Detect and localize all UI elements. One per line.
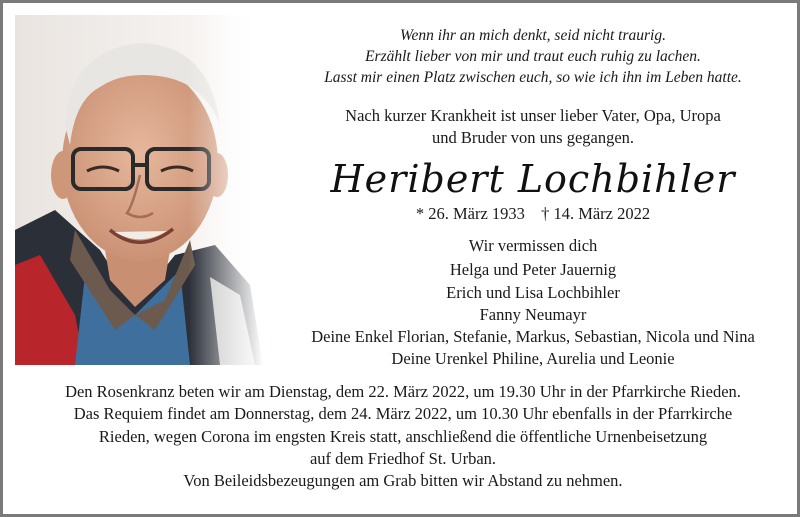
portrait-photo [15,15,263,365]
mourner-line: Fanny Neumayr [479,304,587,324]
mourner-line: Deine Urenkel Philine, Aurelia und Leonie [391,349,675,369]
service-line: auf dem Friedhof St. Urban. [309,448,497,468]
service-line: Von Beileidsbezeugungen am Grab bitten wir Abstand zu nehmen. [183,471,623,491]
death-date: † 14. März 2022 [541,204,651,223]
mourner-line: Deine Enkel Florian, Stefanie, Markus, Sebastian, Nicola und Nina [311,327,755,347]
service-line: Rieden, wegen Corona im engsten Kreis statt, anschließend die öffentliche Urnenbeisetzung [98,426,708,446]
announcement-line: Nach kurzer Krankheit ist unser lieber Vater, Opa, Uropa [345,106,721,125]
mourners-list [273,235,793,371]
memorial-poem [273,25,793,88]
mourner-line: Helga und Peter Jauernig [449,260,617,280]
mourners-heading: Wir vermissen dich [468,236,598,255]
announcement-text [273,105,793,149]
poem-line: Erzählt lieber von mir und traut euch ruhig zu lachen. [365,48,701,65]
service-line: Den Rosenkranz beten wir am Dienstag, dem 22. März 2022, um 19.30 Uhr in der Pfarrkirche Rieden. [65,382,741,401]
service-line: Das Requiem findet am Donnerstag, dem 24. März 2022, um 10.30 Uhr ebenfalls in der Pfarrkirche [73,404,733,424]
portrait-illustration [15,15,263,365]
deceased-name: Heribert Lochbihler [330,157,736,201]
life-dates [273,203,793,225]
service-information [19,381,787,492]
poem-line: Lasst mir einen Platz zwischen euch, so wie ich ihn im Leben hatte. [324,69,742,86]
birth-date: * 26. März 1933 [415,204,525,223]
poem-line: Wenn ihr an mich denkt, seid nicht traurig. [400,27,666,44]
mourner-line: Erich und Lisa Lochbihler [446,282,620,302]
announcement-line: und Bruder von uns gegangen. [431,128,635,147]
